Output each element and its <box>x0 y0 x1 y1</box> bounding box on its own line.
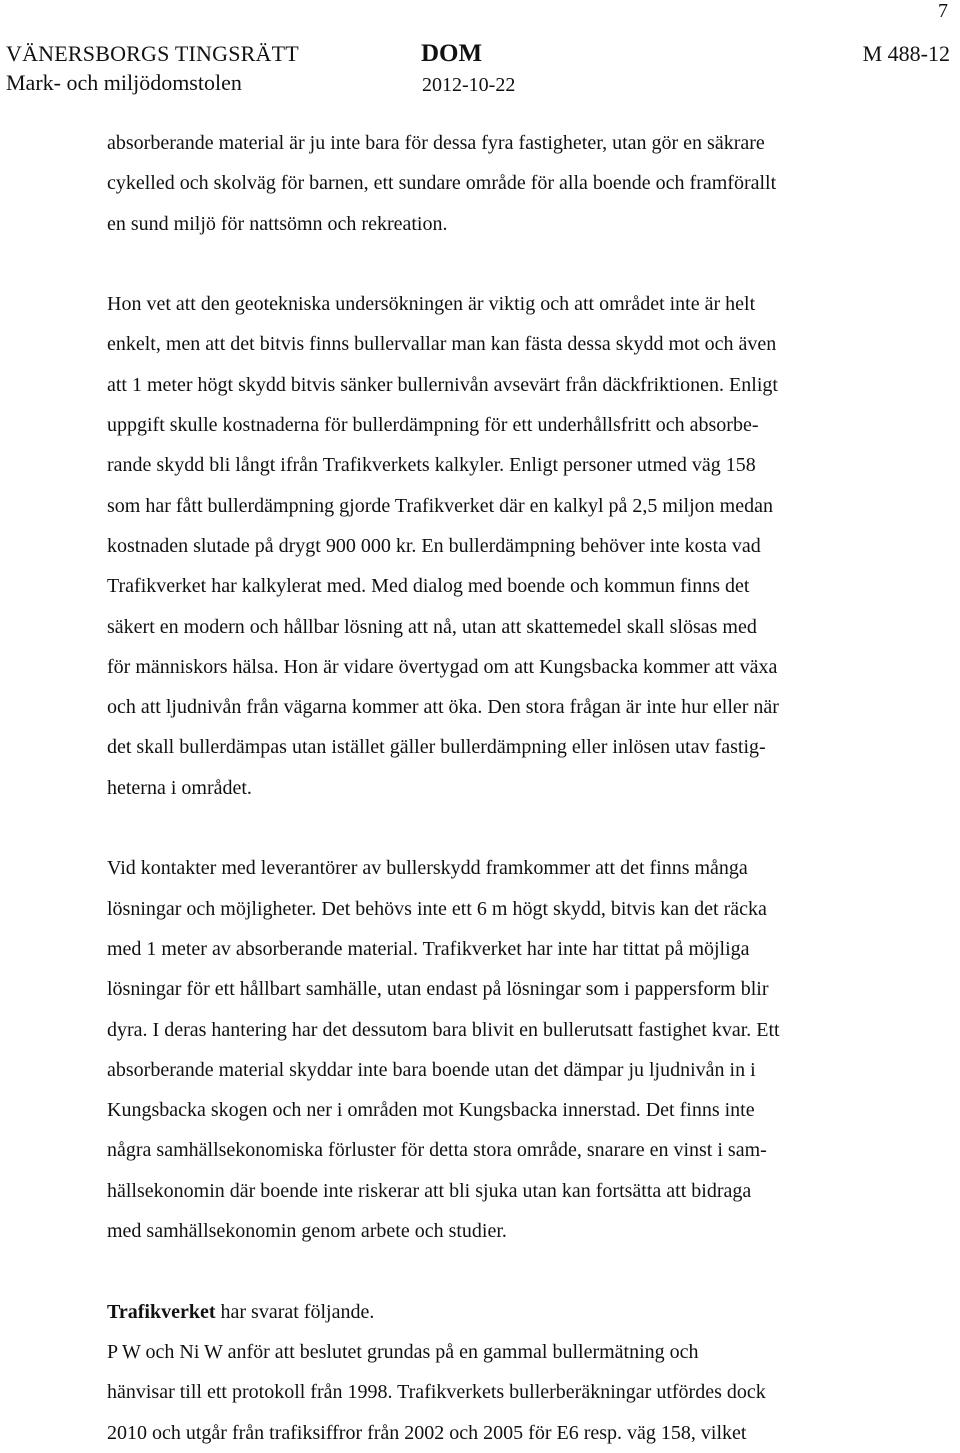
text-line: och att ljudnivån från vägarna kommer att öka. Den stora frågan är inte hur eller när <box>107 696 779 719</box>
text-line: P W och Ni W anför att beslutet grundas på en gammal bullermätning och <box>107 1340 699 1363</box>
text-line: för människors hälsa. Hon är vidare övertygad om att Kungsbacka kommer att växa <box>107 655 778 678</box>
court-department: Mark- och miljödomstolen <box>6 70 242 95</box>
text-line: att 1 meter högt skydd bitvis sänker bullernivån avsevärt från däckfriktionen. Enligt <box>107 373 778 396</box>
text-line: lösningar för ett hållbart samhälle, utan endast på lösningar som i pappersform blir <box>107 978 769 1001</box>
text-line: kostnaden slutade på drygt 900 000 kr. En bullerdämpning behöver inte kosta vad <box>107 534 761 557</box>
text-line: dyra. I deras hantering har det dessutom bara blivit en bullerutsatt fastighet kvar. Ett <box>107 1018 780 1041</box>
text-line: rande skydd bli långt ifrån Trafikverkets kalkyler. Enligt personer utmed väg 158 <box>107 454 756 477</box>
text-line: några samhällsekonomiska förluster för detta stora område, snarare en vinst i sam- <box>107 1139 767 1162</box>
paragraph-3 <box>107 848 897 1251</box>
case-number: M 488-12 <box>862 41 950 66</box>
text-line: absorberande material är ju inte bara för dessa fyra fastigheter, utan gör en säkrare <box>107 132 765 154</box>
text-line: heterna i området. <box>107 776 252 799</box>
text-line: med samhällsekonomin genom arbete och studier. <box>107 1220 507 1243</box>
text-line: säkert en modern och hållbar lösning att nå, utan att skattemedel skall slösas med <box>107 615 757 638</box>
text-line: hänvisar till ett protokoll från 1998. Trafikverkets bullerberäkningar utfördes dock <box>107 1381 766 1404</box>
text-line: cykelled och skolväg för barnen, ett sundare område för alla boende och framförallt <box>107 172 777 195</box>
document-type: DOM <box>421 40 483 67</box>
text-line: en sund miljö för nattsömn och rekreation. <box>107 212 448 235</box>
text-line: lösningar och möjligheter. Det behövs inte ett 6 m högt skydd, bitvis kan det räcka <box>107 897 767 920</box>
text-line <box>107 1292 897 1332</box>
text-line: Trafikverket har kalkylerat med. Med dialog med boende och kommun finns det <box>107 575 750 598</box>
text-line: absorberande material skyddar inte bara boende utan det dämpar ju ljudnivån in i <box>107 1058 756 1081</box>
text-line: med 1 meter av absorberande material. Trafikverket har inte har tittat på möjliga <box>107 937 750 960</box>
paragraph-1 <box>107 123 897 244</box>
document-body <box>107 123 897 1453</box>
text-line: Hon vet att den geotekniska undersökningen är viktig och att området inte är helt <box>107 293 756 316</box>
heading-rest: har svarat följande. <box>215 1300 375 1323</box>
text-line: 2010 och utgår från trafiksiffror från 2002 och 2005 för E6 resp. väg 158, vilket <box>107 1421 747 1444</box>
text-line: hällsekonomin där boende inte riskerar att bli sjuka utan kan fortsätta att bidraga <box>107 1179 752 1202</box>
text-line: uppgift skulle kostnaderna för bullerdämpning för ett underhållsfritt och absorbe- <box>107 414 759 437</box>
text-line: det skall bullerdämpas utan istället gäller bullerdämpning eller inlösen utav fastig- <box>107 736 766 759</box>
text-line: som har fått bullerdämpning gjorde Trafikverket där en kalkyl på 2,5 miljon medan <box>107 494 773 517</box>
paragraph-2 <box>107 284 897 808</box>
text-line: enkelt, men att det bitvis finns bullervallar man kan fästa dessa skydd mot och även <box>107 333 777 356</box>
page-number: 7 <box>938 0 948 22</box>
paragraph-4 <box>107 1332 897 1453</box>
text-line: Vid kontakter med leverantörer av bullerskydd framkommer att det finns många <box>107 857 748 880</box>
text-line: Kungsbacka skogen och ner i områden mot Kungsbacka innerstad. Det finns inte <box>107 1099 755 1122</box>
court-name: VÄNERSBORGS TINGSRÄTT <box>6 41 299 66</box>
document-header <box>6 40 950 100</box>
party-name: Trafikverket <box>107 1300 216 1323</box>
trafikverket-heading <box>107 1292 897 1332</box>
document-date: 2012-10-22 <box>422 74 516 96</box>
